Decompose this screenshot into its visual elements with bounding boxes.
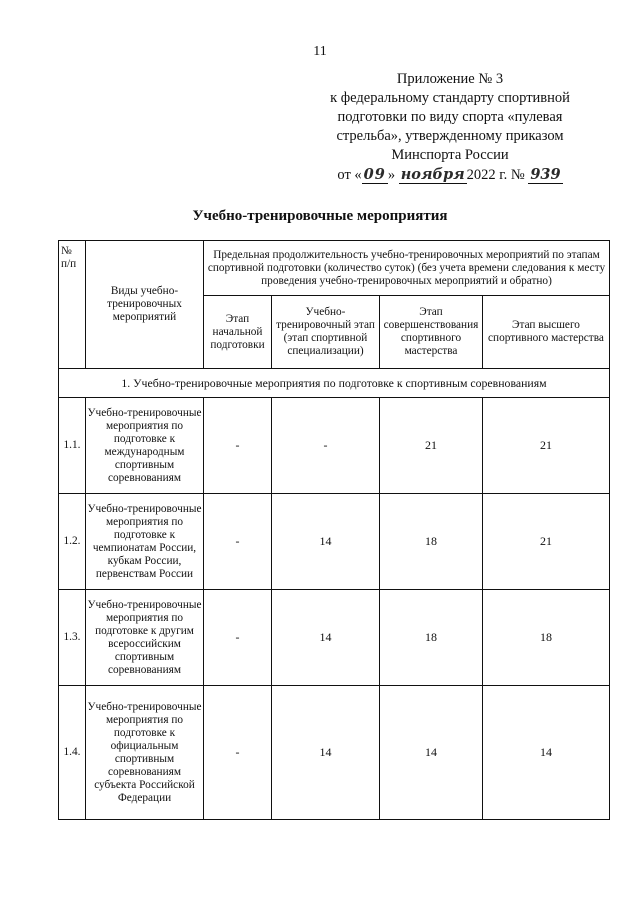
order-date-line bbox=[290, 165, 610, 185]
order-number-handwritten: 939 bbox=[530, 166, 561, 183]
row-number: 1.2. bbox=[59, 494, 86, 590]
header-stage: Этап высшего спортивного мастерства bbox=[483, 296, 610, 369]
row-name: Учебно-тренировочные мероприятия по подготовке к международным спортивным соревнованиям bbox=[86, 398, 204, 494]
appendix-block bbox=[290, 70, 610, 185]
date-prefix: от « bbox=[337, 167, 362, 183]
row-number: 1.1. bbox=[59, 398, 86, 494]
date-day-handwritten: 09 bbox=[363, 166, 386, 183]
appendix-line: подготовки по виду спорта «пулевая bbox=[337, 109, 563, 125]
row-value: 18 bbox=[483, 590, 610, 686]
header-group-title: Предельная продолжительность учебно-тренировочных мероприятий по этапам спортивной подготовки (количество суток) (без учета времени следования к месту проведения учебно-тренировочных мероприятий и обратно) bbox=[204, 241, 610, 296]
row-value: 14 bbox=[272, 686, 380, 820]
events-table bbox=[58, 240, 610, 820]
row-name: Учебно-тренировочные мероприятия по подготовке к чемпионатам России, кубкам России, первенствам России bbox=[86, 494, 204, 590]
row-value: 14 bbox=[380, 686, 483, 820]
row-value: 14 bbox=[272, 590, 380, 686]
row-value: 14 bbox=[483, 686, 610, 820]
table-row bbox=[59, 686, 610, 820]
table-row bbox=[59, 494, 610, 590]
row-value: - bbox=[204, 686, 272, 820]
row-number: 1.4. bbox=[59, 686, 86, 820]
row-name: Учебно-тренировочные мероприятия по подготовке к официальным спортивным соревнованиям субъекта Российской Федерации bbox=[86, 686, 204, 820]
header-stage: Этап начальной подготовки bbox=[204, 296, 272, 369]
row-value: - bbox=[204, 494, 272, 590]
header-kind: Виды учебно-тренировочных мероприятий bbox=[86, 241, 204, 369]
section-title: 1. Учебно-тренировочные мероприятия по подготовке к спортивным соревнованиям bbox=[59, 369, 610, 398]
page-number: 11 bbox=[313, 44, 327, 59]
header-stage: Учебно-тренировочный этап (этап спортивной специализации) bbox=[272, 296, 380, 369]
appendix-line: Приложение № 3 bbox=[396, 71, 504, 87]
row-value: 18 bbox=[380, 590, 483, 686]
row-value: 18 bbox=[380, 494, 483, 590]
document-title: Учебно-тренировочные мероприятия bbox=[192, 208, 448, 224]
appendix-line: стрельба», утвержденному приказом bbox=[336, 128, 564, 144]
header-row bbox=[59, 241, 610, 296]
date-quote-close: » bbox=[387, 167, 396, 183]
date-month-handwritten: ноября bbox=[400, 166, 465, 183]
row-value: 14 bbox=[272, 494, 380, 590]
header-num: № п/п bbox=[59, 241, 86, 369]
row-value: - bbox=[272, 398, 380, 494]
table-row bbox=[59, 590, 610, 686]
appendix-line: к федеральному стандарту спортивной bbox=[330, 90, 570, 106]
row-value: - bbox=[204, 398, 272, 494]
row-value: 21 bbox=[483, 494, 610, 590]
row-value: - bbox=[204, 590, 272, 686]
row-number: 1.3. bbox=[59, 590, 86, 686]
date-year: 2022 г. № bbox=[466, 167, 525, 183]
appendix-line: Минспорта России bbox=[391, 147, 509, 163]
row-value: 21 bbox=[483, 398, 610, 494]
row-value: 21 bbox=[380, 398, 483, 494]
table-row bbox=[59, 398, 610, 494]
section-row bbox=[59, 369, 610, 398]
row-name: Учебно-тренировочные мероприятия по подготовке к другим всероссийским спортивным соревнованиям bbox=[86, 590, 204, 686]
header-stage: Этап совершенствования спортивного мастерства bbox=[380, 296, 483, 369]
